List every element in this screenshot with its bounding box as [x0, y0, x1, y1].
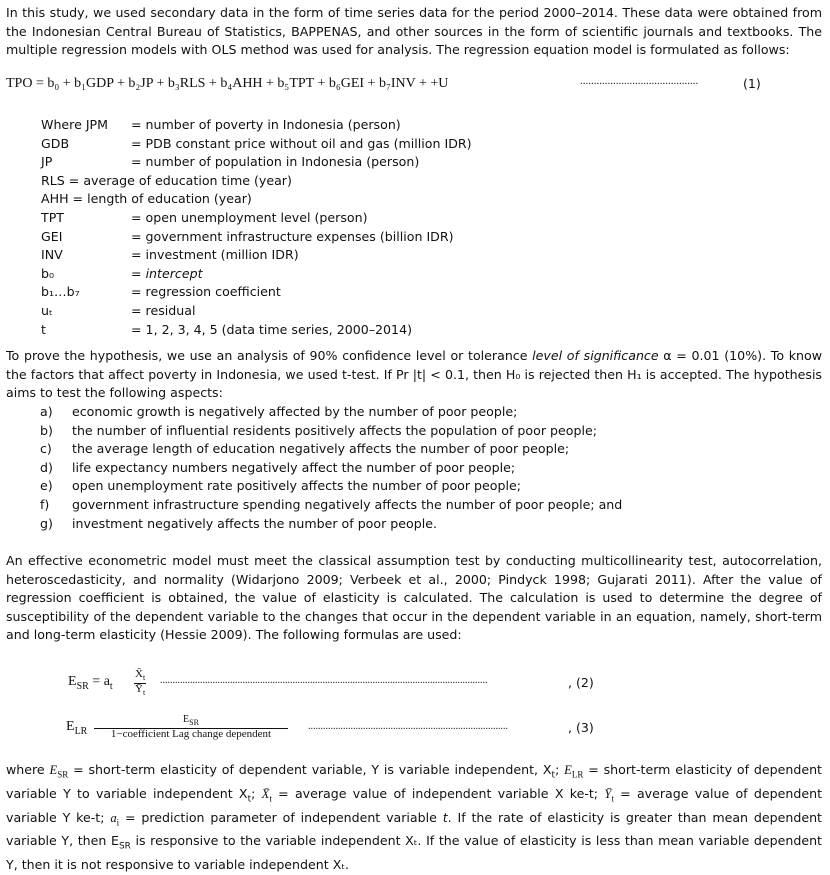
definition-row: [41, 246, 299, 265]
definition-desc: AHH = length of education (year): [41, 191, 252, 207]
equation-1-number: (1): [743, 76, 761, 91]
definition-row: [41, 153, 419, 172]
definition-term: b₀: [41, 265, 55, 281]
definition-term: TPT: [41, 210, 64, 225]
definition-desc: = open unemployment level (person): [131, 210, 368, 225]
equation-1-dots: ...........................................: [580, 75, 699, 87]
definition-row: [41, 265, 203, 284]
definition-term: b₁…b₇: [41, 284, 80, 300]
definition-term: GDB: [41, 135, 70, 151]
definition-row: [41, 283, 281, 302]
list-text: the average length of education negatively affects the number of poor people;: [72, 441, 570, 457]
methods-paragraph: An effective econometric model must meet the classical assumption test by conducting multicollinearity test, autocorrelation, heteroscedasticity, and normality (Widarjono 2009; Verbeek et al., 2000; Pindyck 1998; Gujarati 2011). After the value of regression coefficient is obtained, the value of elasticity is calculated. The calculation is used to determine the degree of susceptibility of the dependent variable to the changes that occur in the dependent variable in an equation, namely, short-term and long-term elasticity (Hessie 2009). The following formulas are used:: [6, 553, 822, 643]
list-text: the number of influential residents positively affects the population of poor people;: [72, 422, 597, 438]
list-text: economic growth is negatively affected by the number of poor people;: [72, 404, 518, 419]
list-text: life expectancy numbers negatively affect the number of poor people;: [72, 459, 516, 475]
definition-desc: = regression coefficient: [131, 284, 281, 300]
definition-term: JP: [41, 154, 53, 170]
equation-3-fraction: $E_{SR}$ 1−coefficient Lag change dependent: [94, 714, 288, 740]
definition-desc: = 1, 2, 3, 4, 5 (data time series, 2000–2014): [131, 321, 412, 337]
definition-desc: = investment (million IDR): [131, 247, 299, 263]
definition-term: uₜ: [41, 303, 53, 318]
list-marker: d): [40, 459, 53, 475]
definition-term: GEI: [41, 228, 63, 244]
equation-2-fraction: $\frac{X̄_t}{Ȳ_t}$: [135, 668, 146, 698]
intro-paragraph: In this study, we used secondary data in the form of time series data for the period 2000–2014. These data were obtained from the Indonesian Central Bureau of Statistics, BAPPENAS, and other sources in the form of scientific journals and textbooks. The multiple regression models with OLS method was used for analysis. The regression equation model is formulated as follows:: [6, 5, 822, 58]
list-marker: f): [40, 497, 50, 512]
equation-2-dots: ...................................................................................................................................: [160, 675, 488, 686]
definition-term: Where JPM: [41, 117, 109, 132]
equation-2-lhs: $E_{SR} = a_t$: [68, 674, 113, 692]
elasticity-paragraph: where $E_{SR}$ = short-term elasticity of dependent variable, Y is variable independent, $X_t$; $E_{LR}$ = short-term elasticity of dependent variable Y to variable independent $X_t$; $X̄_t$ = average value of independent variable X ke-t; $Ȳ_t$ = average value of dependent variable Y ke-t; $a_i$ = prediction parameter of independent variable t. If the rate of elasticity is greater than mean dependent variable Y, then $E_{SR}$ is responsive to the variable independent Xₜ. If the value of elasticity is less than mean variable dependent Y, then it is not responsive to variable independent Xₜ.: [6, 762, 823, 873]
list-text: open unemployment rate positively affects the number of poor people;: [72, 478, 521, 494]
definition-row: [41, 190, 252, 209]
definition-row: [41, 209, 368, 228]
equation-2: [68, 666, 828, 700]
list-item: [40, 477, 521, 496]
definition-term: INV: [41, 247, 63, 263]
definition-desc: =: [131, 265, 146, 281]
equation-3: [66, 712, 826, 746]
list-item: [40, 422, 597, 441]
equation-2-number: , (2): [568, 675, 594, 690]
list-item: [40, 440, 569, 459]
list-item: [40, 496, 622, 515]
list-marker: c): [40, 441, 52, 457]
equation-3-dots: ................................................................................: [308, 721, 508, 732]
list-item: [40, 459, 515, 478]
definition-desc: = PDB constant price without oil and gas (million IDR): [131, 135, 472, 151]
list-marker: g): [40, 515, 53, 531]
definition-row: [41, 116, 401, 135]
definition-desc: = number of population in Indonesia (person): [131, 154, 420, 170]
list-text: government infrastructure spending negatively affects the number of poor people; and: [72, 497, 623, 512]
definition-italic: intercept: [145, 265, 203, 281]
list-marker: a): [40, 404, 53, 419]
definition-row: [41, 135, 472, 154]
hypothesis-paragraph: To prove the hypothesis, we use an analysis of 90% confidence level or tolerance level of significance α = 0.01 (10%). To know the factors that affect poverty in Indonesia, we used t-test. If Pr |t| < 0.1, then H₀ is rejected then H₁ is accepted. The hypothesis aims to test the following aspects:: [6, 348, 822, 401]
definition-row: [41, 172, 292, 191]
list-item: [40, 515, 437, 534]
definition-term: t: [41, 321, 46, 337]
equation-3-lhs: $E_{LR}$: [66, 719, 88, 737]
equation-1-body: TPO = b₀ + b₁GDP + b₂JP + b₃RLS + b₄AHH + b₅TPT + b₆GEI + b₇INV + +U: [6, 76, 449, 91]
definition-row: [41, 302, 195, 321]
list-item: [40, 403, 517, 422]
definition-desc: = residual: [131, 303, 196, 318]
list-marker: b): [40, 422, 53, 438]
definition-desc: = government infrastructure expenses (billion IDR): [131, 228, 454, 244]
list-marker: e): [40, 478, 53, 494]
definition-row: [41, 228, 454, 247]
definition-desc: RLS = average of education time (year): [41, 172, 292, 188]
list-text: investment negatively affects the number of poor people.: [72, 515, 437, 531]
definition-row: [41, 321, 412, 340]
definition-desc: = number of poverty in Indonesia (person): [131, 117, 401, 132]
equation-1: [6, 76, 822, 92]
equation-3-number: , (3): [568, 720, 594, 735]
